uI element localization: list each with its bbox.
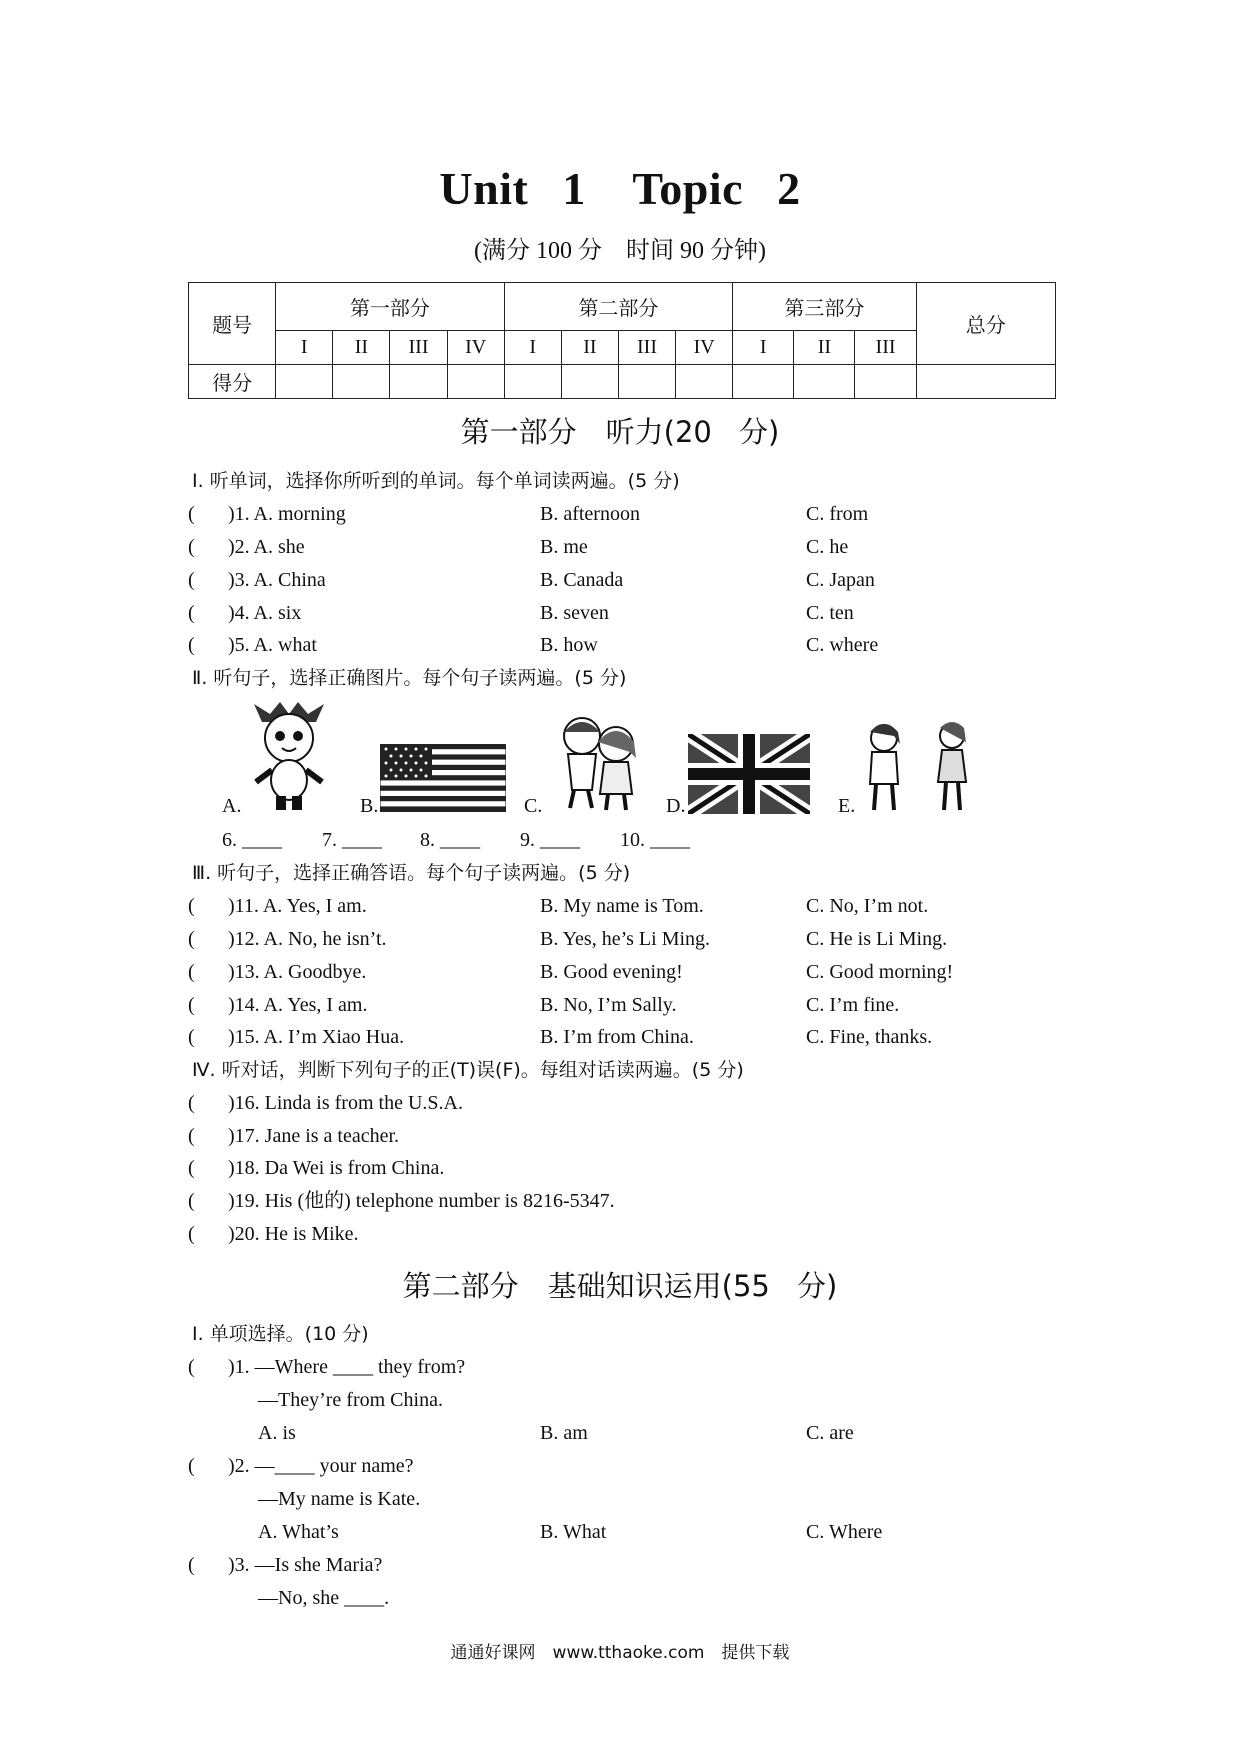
score-col: I <box>276 331 333 365</box>
question-4: )4. A. six <box>228 602 302 624</box>
statement-16: )16. Linda is from the U.S.A. <box>228 1092 463 1114</box>
question-3: )3. A. China <box>228 569 326 591</box>
answer-paren[interactable]: ( <box>188 536 195 558</box>
score-col: IV <box>447 331 504 365</box>
score-table-group-part3: 第三部分 <box>733 283 916 331</box>
option-b: B. seven <box>540 602 609 624</box>
answer-paren[interactable]: ( <box>188 503 195 525</box>
statement-20: )20. He is Mike. <box>228 1223 359 1245</box>
option-c: C. are <box>806 1422 854 1444</box>
mascot-picture <box>244 700 334 812</box>
answer-paren[interactable]: ( <box>188 569 195 591</box>
answer-paren[interactable]: ( <box>188 928 195 950</box>
question-2: )2. A. she <box>228 536 305 558</box>
score-cell[interactable] <box>390 365 447 399</box>
statement-18: )18. Da Wei is from China. <box>228 1157 445 1179</box>
score-table-label-score: 得分 <box>189 365 276 399</box>
score-cell[interactable] <box>276 365 333 399</box>
score-col: II <box>794 331 855 365</box>
option-b: B. No, I’m Sally. <box>540 994 677 1016</box>
part2-sec1-instruction: Ⅰ. 单项选择。(10 分) <box>192 1323 369 1345</box>
mc-question-3: )3. —Is she Maria? <box>228 1554 383 1576</box>
option-a: A. What’s <box>258 1521 339 1543</box>
answer-paren[interactable]: ( <box>188 1356 195 1378</box>
answer-blank-7[interactable]: 7. ____ <box>322 829 382 851</box>
option-b: B. how <box>540 634 598 656</box>
option-b: B. Yes, he’s Li Ming. <box>540 928 711 950</box>
part1-sec4-instruction: Ⅳ. 听对话，判断下列句子的正(T)误(F)。每组对话读两遍。(5 分) <box>192 1059 744 1081</box>
question-5: )5. A. what <box>228 634 317 656</box>
answer-blank-8[interactable]: 8. ____ <box>420 829 480 851</box>
score-table-group-part2: 第二部分 <box>504 283 733 331</box>
answer-paren[interactable]: ( <box>188 895 195 917</box>
option-b: B. My name is Tom. <box>540 895 704 917</box>
score-cell[interactable] <box>333 365 390 399</box>
score-cell[interactable] <box>676 365 733 399</box>
answer-paren[interactable]: ( <box>188 1223 195 1245</box>
answer-paren[interactable]: ( <box>188 1026 195 1048</box>
score-table-total: 总分 <box>916 283 1055 365</box>
option-c: C. No, I’m not. <box>806 895 929 917</box>
answer-blank-10[interactable]: 10. ____ <box>620 829 690 851</box>
option-b: B. afternoon <box>540 503 640 525</box>
two-girls-picture <box>856 718 976 814</box>
score-col: I <box>504 331 561 365</box>
score-cell[interactable] <box>504 365 561 399</box>
uk-flag-picture <box>688 734 810 814</box>
score-cell[interactable] <box>561 365 618 399</box>
answer-paren[interactable]: ( <box>188 961 195 983</box>
answer-paren[interactable]: ( <box>188 994 195 1016</box>
question-15: )15. A. I’m Xiao Hua. <box>228 1026 405 1048</box>
option-c: C. Japan <box>806 569 875 591</box>
answer-blank-9[interactable]: 9. ____ <box>520 829 580 851</box>
option-b: B. am <box>540 1422 588 1444</box>
score-cell[interactable] <box>855 365 916 399</box>
score-col: III <box>390 331 447 365</box>
answer-paren[interactable]: ( <box>188 1190 195 1212</box>
score-col: III <box>618 331 675 365</box>
option-b: B. I’m from China. <box>540 1026 694 1048</box>
score-cell[interactable] <box>916 365 1055 399</box>
statement-19: )19. His (他的) telephone number is 8216-5347. <box>228 1190 615 1212</box>
picture-label-b: B. <box>360 795 379 817</box>
statement-17: )17. Jane is a teacher. <box>228 1125 400 1147</box>
score-col: II <box>561 331 618 365</box>
option-a: A. is <box>258 1422 296 1444</box>
mc-question-3-reply: —No, she ____. <box>258 1587 390 1609</box>
question-1: )1. A. morning <box>228 503 346 525</box>
part1-sec2-instruction: Ⅱ. 听句子，选择正确图片。每个句子读两遍。(5 分) <box>192 667 627 689</box>
answer-paren[interactable]: ( <box>188 1455 195 1477</box>
score-col: III <box>855 331 916 365</box>
answer-paren[interactable]: ( <box>188 1092 195 1114</box>
score-col: II <box>333 331 390 365</box>
page-footer: 通通好课网 www.tthaoke.com 提供下载 <box>450 1643 790 1663</box>
score-cell[interactable] <box>794 365 855 399</box>
part1-sec1-instruction: Ⅰ. 听单词，选择你所听到的单词。每个单词读两遍。(5 分) <box>192 470 680 492</box>
two-children-picture <box>548 712 648 812</box>
option-c: C. Good morning! <box>806 961 954 983</box>
score-cell[interactable] <box>618 365 675 399</box>
score-cell[interactable] <box>733 365 794 399</box>
page-subtitle: (满分 100 分 时间 90 分钟) <box>474 238 766 264</box>
score-col: I <box>733 331 794 365</box>
option-b: B. Canada <box>540 569 624 591</box>
answer-paren[interactable]: ( <box>188 602 195 624</box>
page-title: Unit 1 Topic 2 <box>439 163 801 214</box>
picture-label-c: C. <box>524 795 543 817</box>
answer-paren[interactable]: ( <box>188 634 195 656</box>
option-c: C. Fine, thanks. <box>806 1026 933 1048</box>
mc-question-1: )1. —Where ____ they from? <box>228 1356 466 1378</box>
option-b: B. me <box>540 536 588 558</box>
score-table-label-number: 题号 <box>189 283 276 365</box>
mc-question-2: )2. —____ your name? <box>228 1455 414 1477</box>
question-14: )14. A. Yes, I am. <box>228 994 368 1016</box>
answer-blank-6[interactable]: 6. ____ <box>222 829 282 851</box>
option-b: B. What <box>540 1521 607 1543</box>
part2-heading: 第二部分 基础知识运用(55 分) <box>402 1269 838 1303</box>
question-11: )11. A. Yes, I am. <box>228 895 367 917</box>
us-flag-picture <box>380 744 506 812</box>
part1-sec3-instruction: Ⅲ. 听句子，选择正确答语。每个句子读两遍。(5 分) <box>192 862 631 884</box>
option-c: C. I’m fine. <box>806 994 900 1016</box>
picture-label-a: A. <box>222 795 242 817</box>
option-c: C. where <box>806 634 879 656</box>
question-13: )13. A. Goodbye. <box>228 961 367 983</box>
part1-heading: 第一部分 听力(20 分) <box>460 415 780 449</box>
answer-paren[interactable]: ( <box>188 1554 195 1576</box>
option-c: C. he <box>806 536 849 558</box>
option-b: B. Good evening! <box>540 961 683 983</box>
score-col: IV <box>676 331 733 365</box>
mc-question-1-reply: —They’re from China. <box>258 1389 443 1411</box>
option-c: C. ten <box>806 602 854 624</box>
option-c: C. Where <box>806 1521 883 1543</box>
question-12: )12. A. No, he isn’t. <box>228 928 387 950</box>
option-c: C. He is Li Ming. <box>806 928 948 950</box>
score-cell[interactable] <box>447 365 504 399</box>
score-table <box>188 282 1056 399</box>
option-c: C. from <box>806 503 869 525</box>
mc-question-2-reply: —My name is Kate. <box>258 1488 421 1510</box>
answer-paren[interactable]: ( <box>188 1157 195 1179</box>
picture-label-e: E. <box>838 795 856 817</box>
score-table-group-part1: 第一部分 <box>276 283 505 331</box>
picture-label-d: D. <box>666 795 686 817</box>
answer-paren[interactable]: ( <box>188 1125 195 1147</box>
